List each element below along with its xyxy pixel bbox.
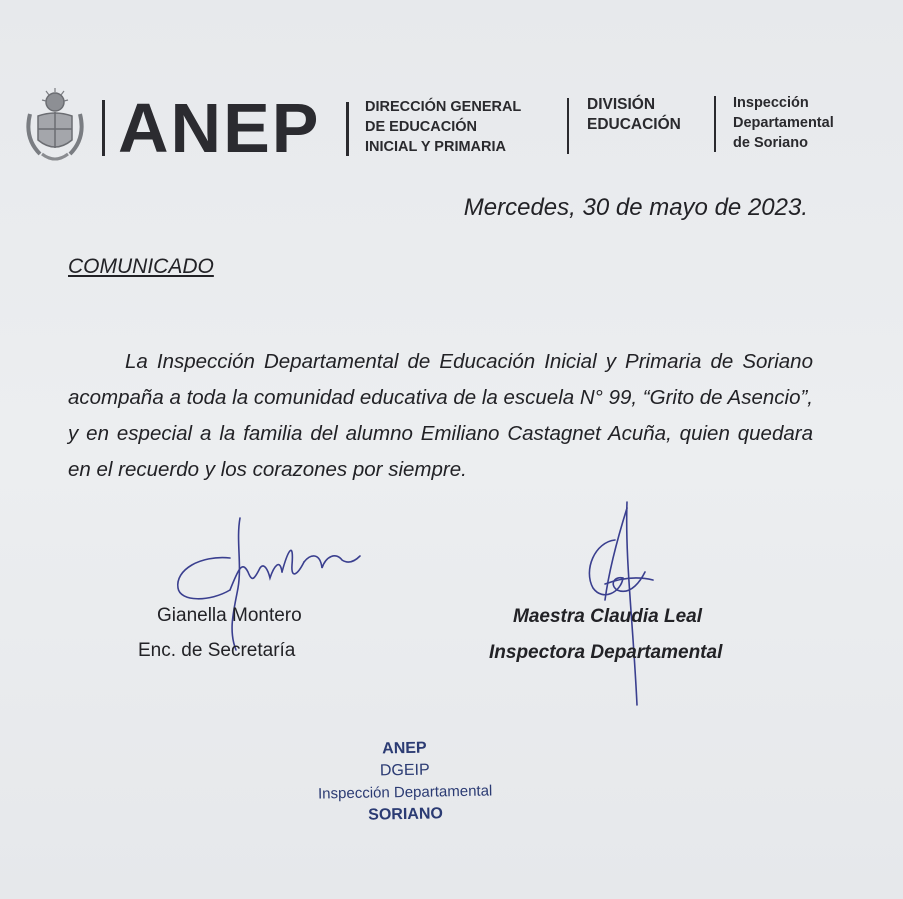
signature-left-role: Enc. de Secretaría — [138, 640, 296, 661]
stamp-line: DGEIP — [379, 761, 430, 780]
body-paragraph: La Inspección Departamental de Educación Inicial y Primaria de Soriano acompaña a toda la comunidad educativa de la escuela N° 99, “Grito de Asencio”, y en especial a la familia del alumno Emiliano Castagnet Acuña, quien quedara en el recuerdo y los corazones por siempre. — [68, 350, 813, 481]
header-divider — [714, 96, 716, 152]
header-inspeccion — [733, 93, 834, 153]
header-direccion — [365, 97, 521, 157]
signature-right-name: Maestra Claudia Leal — [513, 606, 703, 627]
stamp-line: ANEP — [382, 739, 427, 758]
signature-leal-icon — [575, 500, 675, 710]
header-direccion-line: DIRECCIÓN GENERAL — [365, 99, 522, 115]
signature-montero-icon — [170, 510, 370, 660]
coat-of-arms-icon — [20, 88, 90, 168]
header-divider — [346, 102, 349, 156]
document-body — [68, 344, 813, 488]
header-inspeccion-line: de Soriano — [733, 135, 808, 151]
document-title: COMUNICADO — [68, 255, 214, 278]
header-direccion-line: INICIAL Y PRIMARIA — [365, 139, 506, 155]
stamp-line: SORIANO — [368, 805, 444, 824]
header-division — [587, 95, 681, 135]
official-stamp — [284, 736, 525, 828]
header-division-line: EDUCACIÓN — [587, 116, 681, 133]
header-inspeccion-line: Inspección — [733, 95, 809, 111]
header-division-line: DIVISIÓN — [587, 96, 656, 113]
header-divider — [567, 98, 569, 154]
header-inspeccion-line: Departamental — [733, 115, 834, 131]
signature-left-name: Gianella Montero — [157, 605, 302, 626]
anep-logo: ANEP — [118, 89, 321, 167]
signature-right-role: Inspectora Departamental — [489, 642, 723, 663]
document-date: Mercedes, 30 de mayo de 2023. — [463, 194, 808, 221]
stamp-line: Inspección Departamental — [317, 782, 493, 803]
header-direccion-line: DE EDUCACIÓN — [365, 119, 477, 135]
header-divider — [102, 100, 105, 156]
